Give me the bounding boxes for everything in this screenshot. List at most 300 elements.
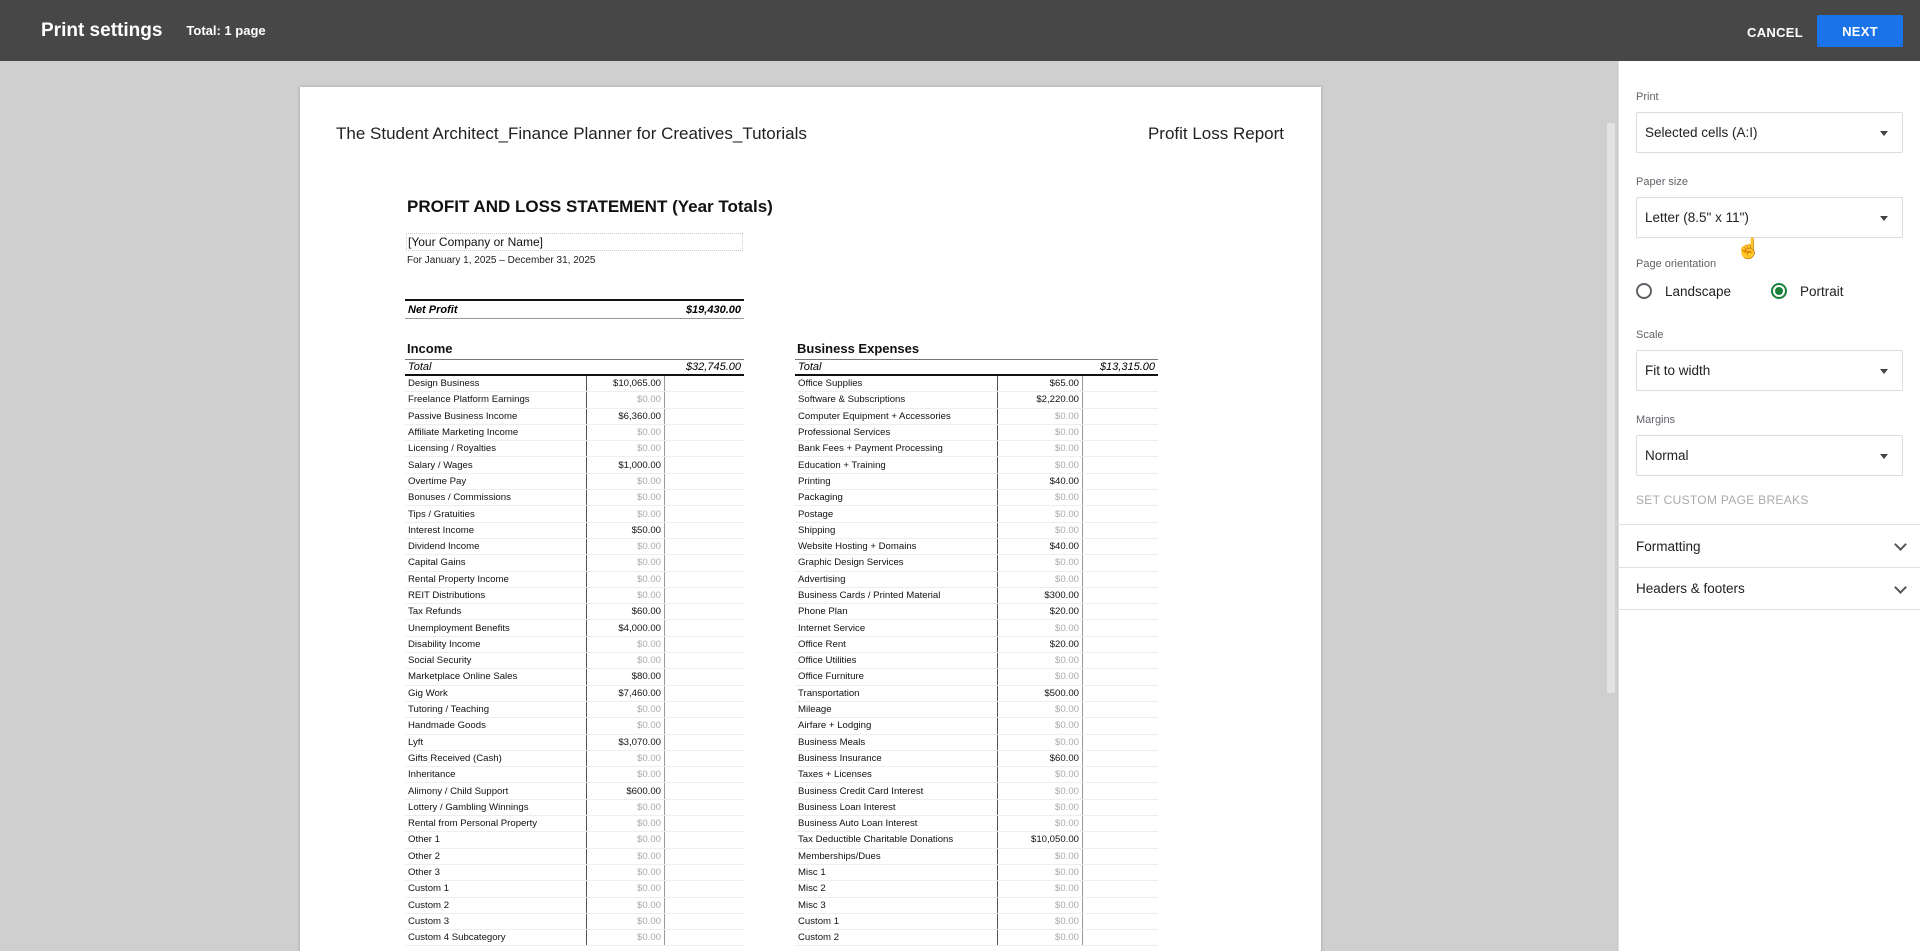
row-blank-cell	[665, 441, 744, 456]
row-blank-cell	[1083, 457, 1158, 472]
row-label: Phone Plan	[798, 606, 848, 618]
margins-value: Normal	[1645, 448, 1689, 463]
row-blank-cell	[1083, 637, 1158, 652]
row-value: $40.00	[997, 474, 1083, 489]
row-blank-cell	[665, 783, 744, 798]
row-label: Bank Fees + Payment Processing	[798, 443, 943, 455]
row-value: $0.00	[997, 572, 1083, 587]
top-bar	[0, 0, 1920, 61]
row-value: $4,000.00	[586, 620, 665, 635]
table-row	[405, 783, 744, 799]
print-range-value: Selected cells (A:I)	[1645, 125, 1758, 140]
row-label: Other 3	[408, 867, 440, 879]
row-label: Business Credit Card Interest	[798, 785, 924, 797]
row-label: Custom 1	[408, 883, 450, 895]
row-blank-cell	[665, 457, 744, 472]
row-blank-cell	[665, 539, 744, 554]
row-blank-cell	[665, 930, 744, 945]
margins-label: Margins	[1636, 414, 1676, 426]
row-blank-cell	[1083, 930, 1158, 945]
row-label: Alimony / Child Support	[408, 785, 509, 797]
row-value: $0.00	[997, 506, 1083, 521]
row-blank-cell	[665, 425, 744, 440]
orientation-label: Page orientation	[1636, 258, 1717, 270]
row-blank-cell	[1083, 783, 1158, 798]
row-value: $40.00	[997, 539, 1083, 554]
row-value: $0.00	[997, 620, 1083, 635]
row-value: $0.00	[586, 474, 665, 489]
table-row	[405, 474, 744, 490]
dropdown-arrow-icon	[1880, 454, 1888, 459]
table-row	[405, 735, 744, 751]
table-row	[795, 392, 1158, 408]
table-row	[405, 898, 744, 914]
row-value: $10,065.00	[586, 376, 665, 391]
row-blank-cell	[1083, 523, 1158, 538]
row-label: Salary / Wages	[408, 459, 473, 471]
row-blank-cell	[665, 409, 744, 424]
dropdown-arrow-icon	[1880, 369, 1888, 374]
row-label: Lottery / Gambling Winnings	[408, 801, 529, 813]
page-header-left: The Student Architect_Finance Planner for Creatives_Tutorials	[336, 124, 807, 143]
row-label: Affiliate Marketing Income	[408, 427, 519, 439]
row-label: Tutoring / Teaching	[408, 704, 490, 716]
table-row	[405, 816, 744, 832]
net-profit-row	[405, 299, 744, 319]
row-blank-cell	[665, 637, 744, 652]
income-rows	[405, 376, 744, 946]
row-value: $10,050.00	[997, 832, 1083, 847]
row-value: $0.00	[586, 555, 665, 570]
row-blank-cell	[665, 669, 744, 684]
print-range-select[interactable]	[1636, 112, 1903, 153]
row-label: Computer Equipment + Accessories	[798, 410, 951, 422]
table-row	[795, 604, 1158, 620]
landscape-radio[interactable]	[1636, 283, 1731, 299]
row-blank-cell	[665, 474, 744, 489]
income-section	[405, 341, 744, 946]
row-label: Rental from Personal Property	[408, 818, 538, 830]
row-value: $0.00	[997, 735, 1083, 750]
row-label: Misc 2	[798, 883, 826, 895]
cancel-button[interactable]: CANCEL	[1747, 24, 1803, 40]
row-value: $0.00	[586, 718, 665, 733]
row-blank-cell	[1083, 425, 1158, 440]
table-row	[795, 506, 1158, 522]
row-label: Website Hosting + Domains	[798, 541, 917, 553]
row-blank-cell	[665, 392, 744, 407]
net-profit-label: Net Profit	[408, 303, 458, 316]
row-label: Business Cards / Printed Material	[798, 590, 941, 601]
scale-value: Fit to width	[1645, 363, 1711, 378]
row-label: Unemployment Benefits	[408, 622, 510, 634]
row-label: Other 2	[408, 850, 440, 862]
table-row	[405, 637, 744, 653]
row-value: $0.00	[586, 767, 665, 782]
row-label: Business Insurance	[798, 752, 882, 764]
expenses-total-value: $13,315.00	[1099, 361, 1155, 373]
row-label: Capital Gains	[408, 557, 466, 569]
row-label: Tips / Gratuities	[408, 508, 475, 520]
row-label: Misc 3	[798, 899, 826, 911]
row-blank-cell	[1083, 751, 1158, 766]
table-row	[405, 506, 744, 522]
row-blank-cell	[665, 376, 744, 391]
table-row	[795, 490, 1158, 506]
expenses-rows	[795, 376, 1158, 946]
table-row	[405, 767, 744, 783]
row-label: Transportation	[798, 687, 860, 699]
table-row	[405, 572, 744, 588]
table-row	[405, 425, 744, 441]
table-row	[795, 620, 1158, 636]
table-row	[795, 832, 1158, 848]
row-blank-cell	[1083, 718, 1158, 733]
row-value: $2,220.00	[997, 392, 1083, 407]
row-value: $0.00	[586, 800, 665, 815]
row-value: $0.00	[997, 555, 1083, 570]
row-label: Inheritance	[408, 769, 456, 781]
row-value: $0.00	[586, 572, 665, 587]
expenses-total-row	[795, 359, 1158, 376]
income-title: Income	[407, 341, 453, 356]
row-label: Custom 1	[798, 915, 840, 927]
table-row	[405, 409, 744, 425]
table-row	[405, 865, 744, 881]
row-value: $500.00	[997, 686, 1083, 701]
table-row	[795, 914, 1158, 930]
total-pages: Total: 1 page	[186, 23, 266, 38]
table-row	[795, 783, 1158, 799]
row-label: Custom 2	[408, 899, 450, 911]
table-row	[795, 865, 1158, 881]
table-row	[405, 881, 744, 897]
row-value: $0.00	[997, 816, 1083, 831]
radio-off-icon	[1636, 283, 1652, 299]
table-row	[795, 474, 1158, 490]
row-blank-cell	[665, 832, 744, 847]
row-value: $0.00	[586, 914, 665, 929]
row-blank-cell	[665, 800, 744, 815]
row-label: Overtime Pay	[408, 475, 467, 487]
row-value: $0.00	[997, 800, 1083, 815]
row-value: $0.00	[586, 832, 665, 847]
row-blank-cell	[665, 653, 744, 668]
table-row	[405, 376, 744, 392]
row-label: Postage	[798, 508, 834, 520]
row-value: $1,000.00	[586, 457, 665, 472]
headers-footers-label: Headers & footers	[1636, 581, 1745, 596]
row-value: $0.00	[586, 490, 665, 505]
row-label: Professional Services	[798, 427, 891, 439]
landscape-label: Landscape	[1665, 283, 1732, 299]
row-blank-cell	[1083, 898, 1158, 913]
paper-size-select[interactable]	[1636, 197, 1903, 238]
table-row	[795, 816, 1158, 832]
row-blank-cell	[665, 604, 744, 619]
row-label: Printing	[798, 475, 831, 487]
row-label: Graphic Design Services	[798, 557, 904, 569]
row-label: Office Rent	[798, 638, 846, 650]
row-label: Airfare + Lodging	[798, 720, 872, 732]
row-label: Business Auto Loan Interest	[798, 818, 918, 830]
portrait-label: Portrait	[1800, 283, 1844, 299]
row-label: Handmade Goods	[408, 720, 486, 732]
row-blank-cell	[1083, 620, 1158, 635]
row-blank-cell	[1083, 702, 1158, 717]
row-value: $0.00	[586, 539, 665, 554]
row-blank-cell	[665, 620, 744, 635]
table-row	[405, 669, 744, 685]
row-value: $0.00	[997, 718, 1083, 733]
row-blank-cell	[665, 914, 744, 929]
row-blank-cell	[1083, 490, 1158, 505]
row-label: Licensing / Royalties	[408, 443, 496, 455]
table-row	[795, 849, 1158, 865]
scale-label: Scale	[1636, 329, 1664, 341]
row-label: Software & Subscriptions	[798, 394, 906, 406]
row-value: $0.00	[586, 588, 665, 603]
row-value: $0.00	[997, 914, 1083, 929]
row-label: Advertising	[798, 573, 846, 585]
row-label: Disability Income	[408, 638, 481, 650]
table-row	[405, 686, 744, 702]
row-value: $0.00	[586, 506, 665, 521]
table-row	[795, 881, 1158, 897]
next-button[interactable]: NEXT	[1817, 15, 1903, 47]
radio-on-icon	[1771, 283, 1787, 299]
report-title: PROFIT AND LOSS STATEMENT (Year Totals)	[407, 197, 773, 216]
row-value: $0.00	[997, 457, 1083, 472]
row-value: $6,360.00	[586, 409, 665, 424]
row-value: $0.00	[997, 930, 1083, 945]
row-blank-cell	[665, 572, 744, 587]
row-label: Shipping	[798, 524, 836, 536]
row-label: Internet Service	[798, 622, 866, 634]
row-value: $60.00	[997, 751, 1083, 766]
preview-scrollbar[interactable]	[1607, 123, 1615, 693]
table-row	[795, 376, 1158, 392]
row-value: $600.00	[586, 783, 665, 798]
table-row	[795, 767, 1158, 783]
table-row	[405, 800, 744, 816]
table-row	[795, 572, 1158, 588]
preview-page	[300, 87, 1321, 951]
table-row	[795, 718, 1158, 734]
margins-select[interactable]	[1636, 435, 1903, 476]
hand-cursor-icon: ☝	[1736, 238, 1761, 260]
row-value: $0.00	[997, 881, 1083, 896]
row-blank-cell	[1083, 539, 1158, 554]
row-value: $0.00	[997, 767, 1083, 782]
formatting-label: Formatting	[1636, 538, 1701, 554]
income-total-label: Total	[408, 361, 432, 373]
formatting-section[interactable]	[1619, 524, 1920, 567]
table-row	[795, 653, 1158, 669]
row-value: $0.00	[997, 849, 1083, 864]
table-row	[795, 555, 1158, 571]
row-blank-cell	[1083, 506, 1158, 521]
table-row	[795, 409, 1158, 425]
scale-select[interactable]	[1636, 350, 1903, 391]
row-value: $0.00	[586, 392, 665, 407]
dropdown-arrow-icon	[1880, 131, 1888, 136]
income-total-row	[405, 359, 744, 376]
row-blank-cell	[1083, 865, 1158, 880]
row-label: Gig Work	[408, 687, 448, 699]
row-blank-cell	[665, 865, 744, 880]
row-label: Tax Refunds	[408, 606, 462, 618]
chevron-down-icon	[1894, 538, 1907, 551]
row-label: Business Meals	[798, 736, 866, 748]
table-row	[795, 702, 1158, 718]
table-row	[405, 914, 744, 930]
row-blank-cell	[665, 490, 744, 505]
dropdown-arrow-icon	[1880, 216, 1888, 221]
paper-size-value: Letter (8.5" x 11")	[1645, 210, 1749, 225]
custom-page-breaks-button[interactable]: SET CUSTOM PAGE BREAKS	[1636, 493, 1809, 507]
row-blank-cell	[1083, 392, 1158, 407]
row-blank-cell	[1083, 653, 1158, 668]
row-blank-cell	[1083, 376, 1158, 391]
row-value: $0.00	[997, 425, 1083, 440]
page-title: Print settings	[41, 19, 163, 41]
row-blank-cell	[665, 718, 744, 733]
row-label: Tax Deductible Charitable Donations	[798, 834, 954, 846]
row-label: Packaging	[798, 492, 843, 504]
row-value: $0.00	[997, 783, 1083, 798]
row-label: Office Furniture	[798, 671, 864, 683]
table-row	[405, 930, 744, 946]
paper-size-label: Paper size	[1636, 176, 1688, 188]
table-row	[405, 392, 744, 408]
row-blank-cell	[1083, 588, 1158, 603]
row-label: Custom 2	[798, 932, 840, 944]
expenses-section	[795, 341, 1158, 946]
row-label: Rental Property Income	[408, 573, 509, 585]
table-row	[405, 751, 744, 767]
row-value: $65.00	[997, 376, 1083, 391]
row-label: Office Utilities	[798, 655, 857, 667]
row-blank-cell	[1083, 881, 1158, 896]
row-value: $0.00	[586, 702, 665, 717]
settings-panel	[1618, 61, 1920, 951]
row-value: $0.00	[997, 523, 1083, 538]
row-blank-cell	[1083, 767, 1158, 782]
table-row	[405, 523, 744, 539]
row-blank-cell	[1083, 735, 1158, 750]
row-value: $0.00	[586, 881, 665, 896]
row-blank-cell	[665, 555, 744, 570]
expenses-total-label: Total	[798, 361, 822, 373]
row-label: Education + Training	[798, 459, 886, 471]
row-blank-cell	[665, 767, 744, 782]
row-blank-cell	[665, 506, 744, 521]
table-row	[795, 457, 1158, 473]
table-row	[795, 523, 1158, 539]
row-label: Gifts Received (Cash)	[408, 752, 502, 764]
row-blank-cell	[1083, 832, 1158, 847]
row-value: $0.00	[586, 816, 665, 831]
table-row	[405, 832, 744, 848]
row-value: $0.00	[586, 930, 665, 945]
row-blank-cell	[665, 816, 744, 831]
row-label: Interest Income	[408, 524, 475, 536]
row-value: $0.00	[586, 865, 665, 880]
row-value: $0.00	[997, 653, 1083, 668]
table-row	[795, 751, 1158, 767]
row-label: Custom 4 Subcategory	[408, 932, 506, 944]
row-blank-cell	[1083, 604, 1158, 619]
portrait-radio[interactable]	[1771, 283, 1844, 299]
row-value: $20.00	[997, 604, 1083, 619]
row-value: $0.00	[586, 653, 665, 668]
income-total-value: $32,745.00	[685, 361, 741, 373]
table-row	[405, 555, 744, 571]
table-row	[405, 702, 744, 718]
row-value: $0.00	[997, 490, 1083, 505]
print-label: Print	[1636, 91, 1659, 103]
table-row	[405, 441, 744, 457]
row-label: REIT Distributions	[408, 590, 486, 601]
table-row	[795, 441, 1158, 457]
table-row	[405, 849, 744, 865]
table-row	[795, 588, 1158, 604]
row-blank-cell	[1083, 849, 1158, 864]
expenses-title: Business Expenses	[797, 341, 920, 356]
row-value: $300.00	[997, 588, 1083, 603]
table-row	[405, 539, 744, 555]
row-blank-cell	[1083, 669, 1158, 684]
table-row	[405, 457, 744, 473]
table-row	[405, 620, 744, 636]
company-name: [Your Company or Name]	[406, 233, 743, 251]
page-header-right: Profit Loss Report	[1147, 124, 1284, 143]
row-blank-cell	[665, 735, 744, 750]
row-value: $0.00	[997, 669, 1083, 684]
table-row	[405, 718, 744, 734]
row-blank-cell	[1083, 555, 1158, 570]
table-row	[795, 686, 1158, 702]
row-blank-cell	[665, 881, 744, 896]
table-row	[405, 604, 744, 620]
row-blank-cell	[665, 898, 744, 913]
row-label: Office Supplies	[798, 378, 863, 390]
row-value: $3,070.00	[586, 735, 665, 750]
row-value: $0.00	[997, 409, 1083, 424]
print-preview	[0, 61, 1618, 951]
row-value: $0.00	[997, 441, 1083, 456]
row-value: $20.00	[997, 637, 1083, 652]
table-row	[795, 669, 1158, 685]
row-value: $0.00	[586, 637, 665, 652]
table-row	[795, 735, 1158, 751]
row-label: Lyft	[408, 736, 424, 748]
row-value: $0.00	[997, 898, 1083, 913]
row-value: $60.00	[586, 604, 665, 619]
headers-footers-section[interactable]	[1619, 567, 1920, 610]
row-blank-cell	[1083, 816, 1158, 831]
row-value: $0.00	[586, 898, 665, 913]
row-label: Marketplace Online Sales	[408, 671, 518, 683]
row-value: $0.00	[586, 751, 665, 766]
row-value: $0.00	[997, 865, 1083, 880]
row-label: Design Business	[408, 378, 480, 390]
table-row	[795, 800, 1158, 816]
table-row	[795, 898, 1158, 914]
table-row	[795, 425, 1158, 441]
report-period: For January 1, 2025 – December 31, 2025	[407, 255, 596, 266]
